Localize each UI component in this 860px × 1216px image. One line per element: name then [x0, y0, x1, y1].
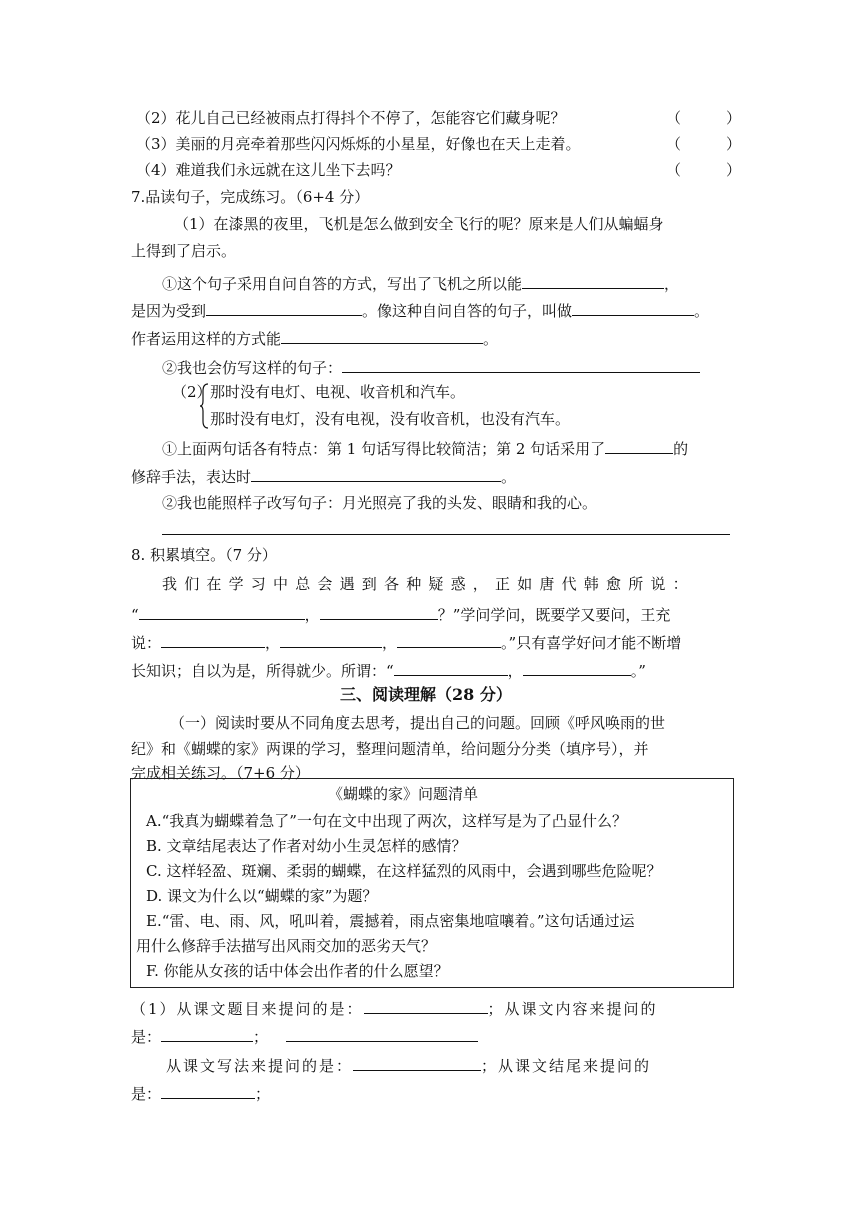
q7-part3-line1: ①上面两句话各有特点：第 1 句话写得比较简洁；第 2 句话采用了 的 [162, 437, 688, 459]
q6-item-2: （2）花儿自己已经被雨点打得抖个不停了，怎能容它们藏身呢？ [136, 109, 566, 127]
section-intro-line2: 纪》和《蝴蝶的家》两课的学习，整理问题清单，给问题分分类（填序号），并 [131, 740, 649, 758]
question-list-title: 《蝴蝶的家》问题清单 [328, 785, 479, 803]
q6-item-3: （3）美丽的月亮牵着那些闪闪烁烁的小星星，好像也在天上走着。 [136, 135, 581, 153]
answer-line[interactable] [162, 534, 730, 535]
q7-sentence2-b: 那时没有电灯，没有电视，没有收音机，也没有汽车。 [210, 410, 571, 428]
q8-line4: 长知识；自以为是，所得就少。所谓：“ ， 。” [131, 659, 646, 681]
answer-blank[interactable] [161, 1025, 253, 1042]
question-item-a: A.“我真为蝴蝶着急了”一句在文中出现了两次，这样写是为了凸显什么？ [146, 812, 627, 830]
q7-part3-line2: 修辞手法，表达时 。 [131, 465, 516, 487]
answer-blank[interactable] [161, 631, 265, 648]
brace-icon [200, 383, 210, 429]
q7-part1-line3: 作者运用这样的方式能 。 [131, 327, 498, 349]
answer-blank[interactable] [161, 1082, 255, 1099]
answer-blank[interactable] [394, 659, 508, 676]
answer-blank[interactable] [251, 465, 501, 482]
q7-part1-line2: 是因为受到 。像这种自问自答的句子，叫做 。 [131, 299, 709, 321]
answer-blank[interactable] [353, 1054, 481, 1071]
q1-line3: 从课文写法来提问的是： ；从课文结尾来提问的 [166, 1054, 651, 1076]
q8-heading: 8. 积累填空。（7 分） [131, 546, 277, 564]
answer-blank[interactable] [139, 603, 305, 620]
section-intro-line1: （一）阅读时要从不同角度去思考，提出自己的问题。回顾《呼风唤雨的世 [170, 714, 666, 732]
section-intro-line3: 完成相关练习。（7+6 分） [131, 764, 310, 782]
q6-item-2-paren: （ ） [666, 109, 742, 127]
answer-blank[interactable] [206, 299, 362, 316]
q6-item-4-paren: （ ） [666, 161, 742, 179]
question-item-c: C. 这样轻盈、斑斓、柔弱的蝴蝶，在这样猛烈的风雨中，会遇到哪些危险呢？ [146, 862, 662, 880]
q6-item-4: （4）难道我们永远就在这儿坐下去吗？ [136, 161, 401, 179]
q7-part1-line1: ①这个句子采用自问自答的方式，写出了飞机之所以能 ， [162, 272, 679, 294]
q7-sentence1-line1: （1）在漆黑的夜里，飞机是怎么做到安全飞行的呢？原来是人们从蝙蝠身 [174, 215, 664, 233]
q6-item-3-paren: （ ） [666, 135, 742, 153]
answer-blank[interactable] [281, 327, 483, 344]
question-list-box [130, 778, 734, 988]
question-item-e-line1: E.“雷、电、雨、风，吼叫着，震撼着，雨点密集地喧嚷着。”这句话通过运 [146, 912, 635, 930]
question-item-e-line2: 用什么修辞手法描写出风雨交加的恶劣天气？ [136, 937, 437, 955]
section-title: 三、阅读理解（28 分） [340, 685, 512, 704]
answer-blank[interactable] [320, 603, 438, 620]
answer-blank[interactable] [522, 272, 664, 289]
answer-blank[interactable] [397, 631, 501, 648]
question-item-d: D. 课文为什么以“蝴蝶的家”为题？ [146, 887, 378, 905]
q7-part2: ②我也会仿写这样的句子： [162, 356, 700, 378]
answer-blank[interactable] [523, 659, 631, 676]
q7-sentence2-a: 那时没有电灯、电视、收音机和汽车。 [210, 383, 466, 401]
q1-line1: （1）从课文题目来提问的是： ；从课文内容来提问的 [131, 997, 658, 1019]
q1-line4: 是： ； [131, 1082, 270, 1104]
q7-sentence2-number: （2） [172, 383, 212, 401]
answer-blank[interactable] [364, 997, 488, 1014]
q7-part4: ②我也能照样子改写句子：月光照亮了我的头发、眼睛和我的心。 [162, 494, 598, 512]
answer-blank[interactable] [280, 631, 382, 648]
q8-line3: 说： ， ， 。”只有喜学好问才能不断增 [131, 631, 681, 653]
q8-line2: “ ， ？”学问学问，既要学又要问，王充 [131, 603, 670, 625]
q7-heading: 7.品读句子，完成练习。（6+4 分） [131, 188, 370, 206]
q7-sentence1-line2: 上得到了启示。 [131, 242, 237, 260]
q1-line2: 是： ； [131, 1025, 478, 1047]
question-item-f: F. 你能从女孩的话中体会出作者的什么愿望？ [146, 962, 449, 980]
answer-blank[interactable] [572, 299, 694, 316]
answer-blank[interactable] [605, 437, 673, 454]
answer-blank[interactable] [342, 356, 700, 373]
question-item-b: B. 文章结尾表达了作者对幼小生灵怎样的感情？ [146, 837, 467, 855]
answer-blank[interactable] [286, 1025, 478, 1042]
q8-line1: 我们在学习中总会遇到各种疑惑，正如唐代韩愈所说： [162, 575, 695, 593]
